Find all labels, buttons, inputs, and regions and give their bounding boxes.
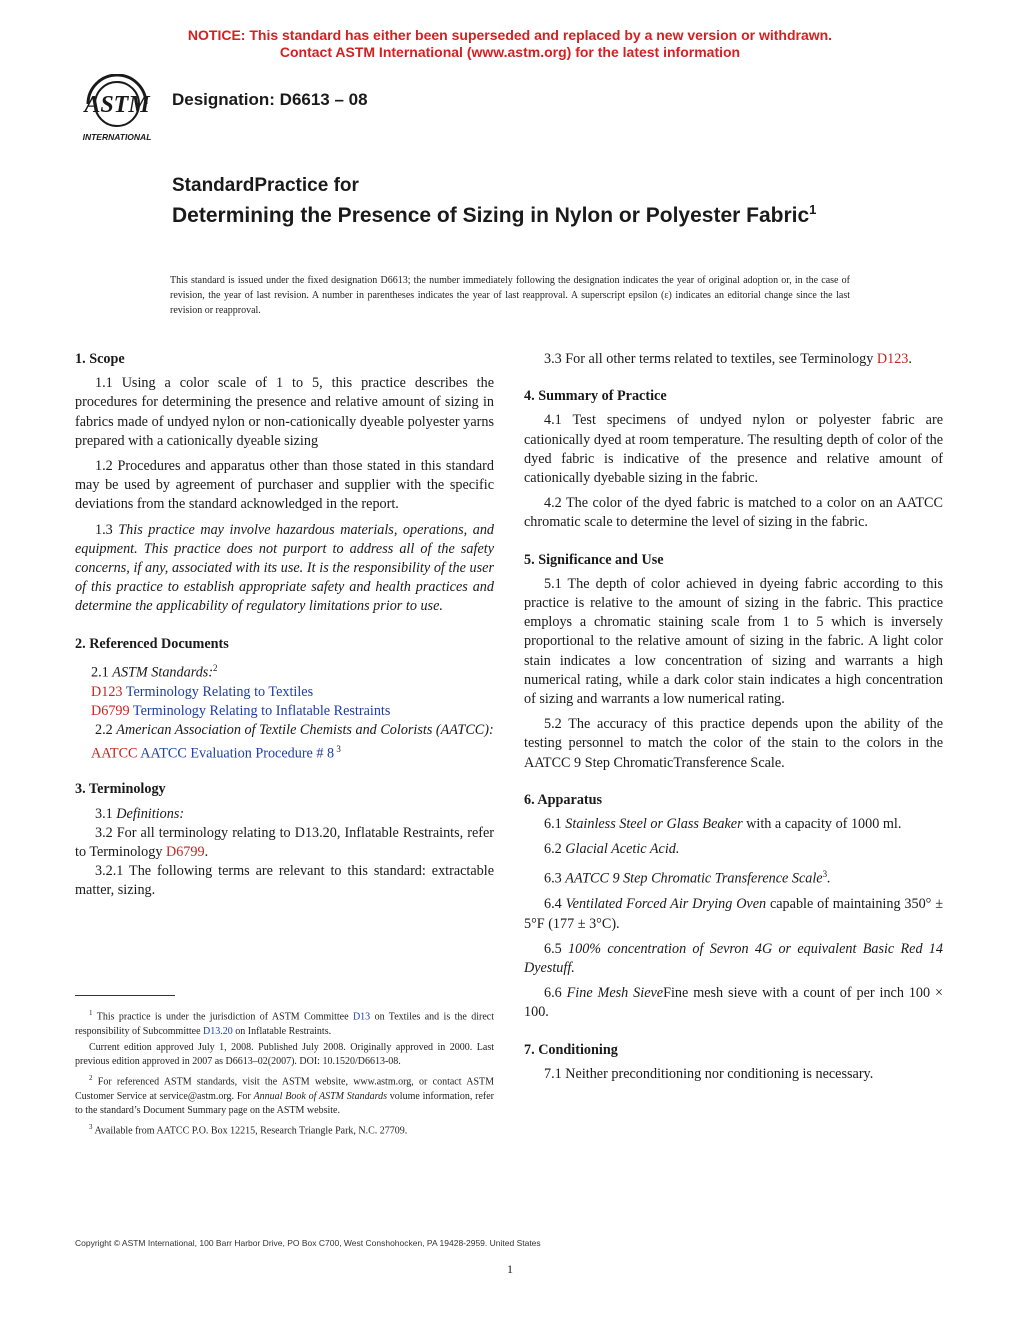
page-number: 1 bbox=[507, 1262, 513, 1276]
paragraph-text: 3.2 For all terminology relating to D13.20, Inflatable Restraints, refer to Terminology bbox=[75, 824, 494, 860]
paragraph-3-2-1: 3.2.1 The following terms are relevant to this standard: extractable matter, sizing. bbox=[75, 863, 494, 899]
paragraph-6-4 bbox=[524, 895, 943, 933]
notice-line-1: NOTICE: This standard has either been superseded and replaced by a new version or withdrawn. bbox=[187, 27, 833, 43]
footnote-text: This practice is under the jurisdiction of ASTM Committee bbox=[92, 1011, 353, 1023]
paragraph-6-1 bbox=[524, 815, 943, 834]
paragraph-4-1: 4.1 Test specimens of undyed nylon or polyester fabric are cationically dyed at room temperature. The resulting depth of color of the dyed fabric is indicative of the presence and relative amount of cationically dyebable sizing in the fabric. bbox=[524, 412, 943, 487]
footnote-text: on Inflatable Restraints. bbox=[232, 1025, 332, 1037]
section-heading-apparatus: 6. Apparatus bbox=[524, 791, 603, 808]
paragraph-1-1: 1.1 Using a color scale of 1 to 5, this practice describes the procedures for determining the presence and relative amount of sizing in fabrics made of undyed nylon or non-cationically dyeable polyester yarns prepared with a cationically dyeable sizing bbox=[75, 375, 494, 449]
footnote-2 bbox=[75, 1071, 494, 1118]
paragraph-1-2: 1.2 Procedures and apparatus other than those stated in this standard may be used by agreement of purchaser and supplier with the specific deviations from the standard acknowledged in the report. bbox=[75, 458, 494, 513]
footnote-divider bbox=[75, 995, 175, 996]
item-name: Ventilated Forced Air Drying Oven bbox=[565, 896, 767, 913]
paragraph-1-3 bbox=[75, 521, 494, 617]
reference-d123[interactable] bbox=[75, 683, 494, 702]
section-heading-summary: 4. Summary of Practice bbox=[524, 388, 667, 405]
paragraph-6-2 bbox=[524, 840, 943, 859]
paragraph-3-2 bbox=[75, 824, 494, 862]
footnote-text: Available from AATCC P.O. Box 12215, Research Triangle Park, N.C. 27709. bbox=[92, 1125, 408, 1137]
link-d123-inline[interactable]: D123 bbox=[876, 351, 909, 367]
right-column bbox=[524, 350, 943, 1090]
footnote-mark: 2 bbox=[213, 662, 218, 673]
paragraph-end: . bbox=[204, 843, 209, 860]
paragraph-number: 6.6 bbox=[544, 985, 567, 1002]
item-end: . bbox=[827, 871, 831, 888]
footnote-text: volume information, refer to the standard’s Document Summary page on the ASTM website. bbox=[75, 1090, 494, 1116]
link-d6799-title[interactable]: Terminology Relating to Inflatable Restraints bbox=[129, 702, 391, 719]
document-title bbox=[172, 175, 872, 229]
withdrawal-notice bbox=[0, 27, 1020, 61]
footnote-text: For referenced ASTM standards, visit the ASTM website, www.astm.org, or contact ASTM Customer Service at service@astm.org. For bbox=[75, 1076, 494, 1102]
paragraph-number: 6.3 bbox=[544, 871, 566, 888]
reference-d6799[interactable] bbox=[75, 702, 494, 721]
item-name: Stainless Steel or Glass Beaker bbox=[565, 816, 743, 833]
paragraph-number: 2.1 bbox=[91, 664, 113, 681]
reference-aatcc[interactable] bbox=[75, 740, 494, 764]
astm-standards-label: ASTM Standards: bbox=[112, 664, 214, 681]
logo-letters: ASTM bbox=[84, 92, 150, 118]
link-aatcc[interactable]: AATCC bbox=[91, 746, 138, 763]
section-heading-referenced-documents: 2. Referenced Documents bbox=[75, 635, 229, 652]
paragraph-6-5 bbox=[524, 940, 943, 978]
item-text: Fine mesh sieve with a count of per inch 100 × 100. bbox=[524, 985, 944, 1021]
aatcc-label: American Association of Textile Chemists and Colorists (AATCC): bbox=[116, 722, 494, 739]
safety-caveat: This practice may involve hazardous materials, operations, and equipment. This practice does not purport to address all of the safety concerns, if any, associated with its use. It is the responsibility of the user of this practice to establish appropriate safety and health practices and determine the applicability of regulatory limitations prior to use. bbox=[75, 521, 495, 615]
item-name: Glacial Acetic Acid. bbox=[565, 841, 680, 858]
paragraph-number: 6.5 bbox=[544, 940, 568, 957]
paragraph-number: 2.2 bbox=[95, 722, 117, 739]
astm-logo-icon bbox=[74, 74, 160, 144]
footnotes bbox=[75, 1006, 494, 1141]
footnote-mark: 3 bbox=[334, 744, 341, 755]
footnote-mark: 1 bbox=[89, 1009, 93, 1017]
link-d6799[interactable]: D6799 bbox=[91, 702, 130, 719]
section-heading-conditioning: 7. Conditioning bbox=[524, 1041, 618, 1058]
title-main bbox=[172, 197, 872, 229]
section-heading-terminology: 3. Terminology bbox=[75, 781, 166, 798]
title-footnote-mark: 1 bbox=[809, 202, 817, 217]
section-heading-scope: 1. Scope bbox=[75, 351, 125, 367]
link-d123-title[interactable]: Terminology Relating to Textiles bbox=[122, 683, 314, 700]
footnote-mark: 3 bbox=[822, 869, 828, 880]
designation: Designation: D6613 – 08 bbox=[172, 90, 368, 109]
footnote-emphasis: Annual Book of ASTM Standards bbox=[253, 1090, 387, 1102]
item-name: Fine Mesh Sieve bbox=[566, 985, 664, 1002]
paragraph-5-1: 5.1 The depth of color achieved in dyeing fabric according to this practice is relative to the amount of sizing in the fabric. This practice employs a chromatic staining scale from 1 to 5 which is inversely proportional to the relative amount of sizing in the fabric. A light color stain indicates a low concentration of sizing and warrants a high numerical rating, while a dark color stain indicates a high concentration of sizing and warrants a low numerical rating. bbox=[524, 575, 943, 708]
paragraph-3-1 bbox=[75, 805, 494, 824]
item-text: with a capacity of 1000 ml. bbox=[742, 816, 902, 833]
footnote-mark: 3 bbox=[89, 1123, 93, 1132]
link-d13-20[interactable]: D13.20 bbox=[203, 1025, 233, 1037]
paragraph-number: 3.1 bbox=[95, 805, 117, 822]
link-d13[interactable]: D13 bbox=[352, 1011, 371, 1023]
link-d6799-inline[interactable]: D6799 bbox=[165, 843, 205, 860]
paragraph-text: 3.3 For all other terms related to textiles, see Terminology bbox=[544, 351, 877, 367]
definitions-label: Definitions: bbox=[116, 805, 185, 822]
paragraph-2-1 bbox=[75, 659, 494, 683]
paragraph-3-3 bbox=[524, 350, 943, 369]
item-name: 100% concentration of Sevron 4G or equivalent Basic Red 14 Dyestuff. bbox=[524, 940, 943, 977]
paragraph-6-3 bbox=[524, 865, 943, 889]
footnote-mark: 2 bbox=[89, 1074, 93, 1083]
issue-note: This standard is issued under the fixed designation D6613; the number immediately following the designation indicates the year of original adoption or, in the case of revision, the year of last revision. A number in parentheses indicates the year of last reapproval. A superscript epsilon (ε) indicates an editorial change since the last revision or reapproval. bbox=[170, 275, 850, 316]
paragraph-6-6 bbox=[524, 984, 943, 1022]
copyright-line: Copyright © ASTM International, 100 Barr Harbor Drive, PO Box C700, West Conshohocken, PA 19428-2959. United States bbox=[75, 1238, 541, 1248]
paragraph-4-2: 4.2 The color of the dyed fabric is matched to a color on an AATCC chromatic scale to determine the level of sizing in the fabric. bbox=[524, 495, 943, 531]
paragraph-number: 6.1 bbox=[544, 816, 566, 833]
footnote-3 bbox=[75, 1120, 494, 1139]
link-d123[interactable]: D123 bbox=[91, 683, 123, 700]
title-prefix: StandardPractice for bbox=[172, 175, 359, 196]
link-aatcc-title[interactable]: AATCC Evaluation Procedure # 8 bbox=[137, 746, 335, 763]
item-name: AATCC 9 Step Chromatic Transference Scale bbox=[565, 871, 823, 888]
title-main-text: Determining the Presence of Sizing in Nylon or Polyester Fabric bbox=[172, 204, 810, 227]
item-text: capable of maintaining 350° ± 5°F (177 ± 3°C). bbox=[524, 896, 943, 932]
footnote-text: on Textiles and is the direct responsibility of Subcommittee bbox=[75, 1011, 495, 1037]
paragraph-number: 6.2 bbox=[544, 841, 566, 858]
paragraph-7-1: 7.1 Neither preconditioning nor conditioning is necessary. bbox=[544, 1065, 874, 1082]
logo-subtitle: INTERNATIONAL bbox=[82, 132, 152, 142]
paragraph-2-2 bbox=[75, 721, 494, 740]
left-column bbox=[75, 350, 494, 907]
section-heading-significance: 5. Significance and Use bbox=[524, 551, 664, 568]
footnote-1-edition: Current edition approved July 1, 2008. Published July 2008. Originally approved in 2000. Last previous edition approved in 2007 as D6613–02(2007). DOI: 10.1520/D6613-08. bbox=[75, 1041, 494, 1067]
paragraph-number: 1.3 bbox=[95, 521, 119, 538]
paragraph-number: 6.4 bbox=[544, 896, 566, 913]
paragraph-end: . bbox=[908, 351, 912, 367]
paragraph-5-2: 5.2 The accuracy of this practice depends upon the ability of the testing personnel to match the color of the stain to the colors in the AATCC 9 Step ChromaticTransference Scale. bbox=[524, 716, 943, 771]
astm-logo bbox=[74, 74, 160, 144]
notice-line-2: Contact ASTM International (www.astm.org) for the latest information bbox=[279, 44, 741, 60]
footnote-1 bbox=[75, 1006, 494, 1039]
